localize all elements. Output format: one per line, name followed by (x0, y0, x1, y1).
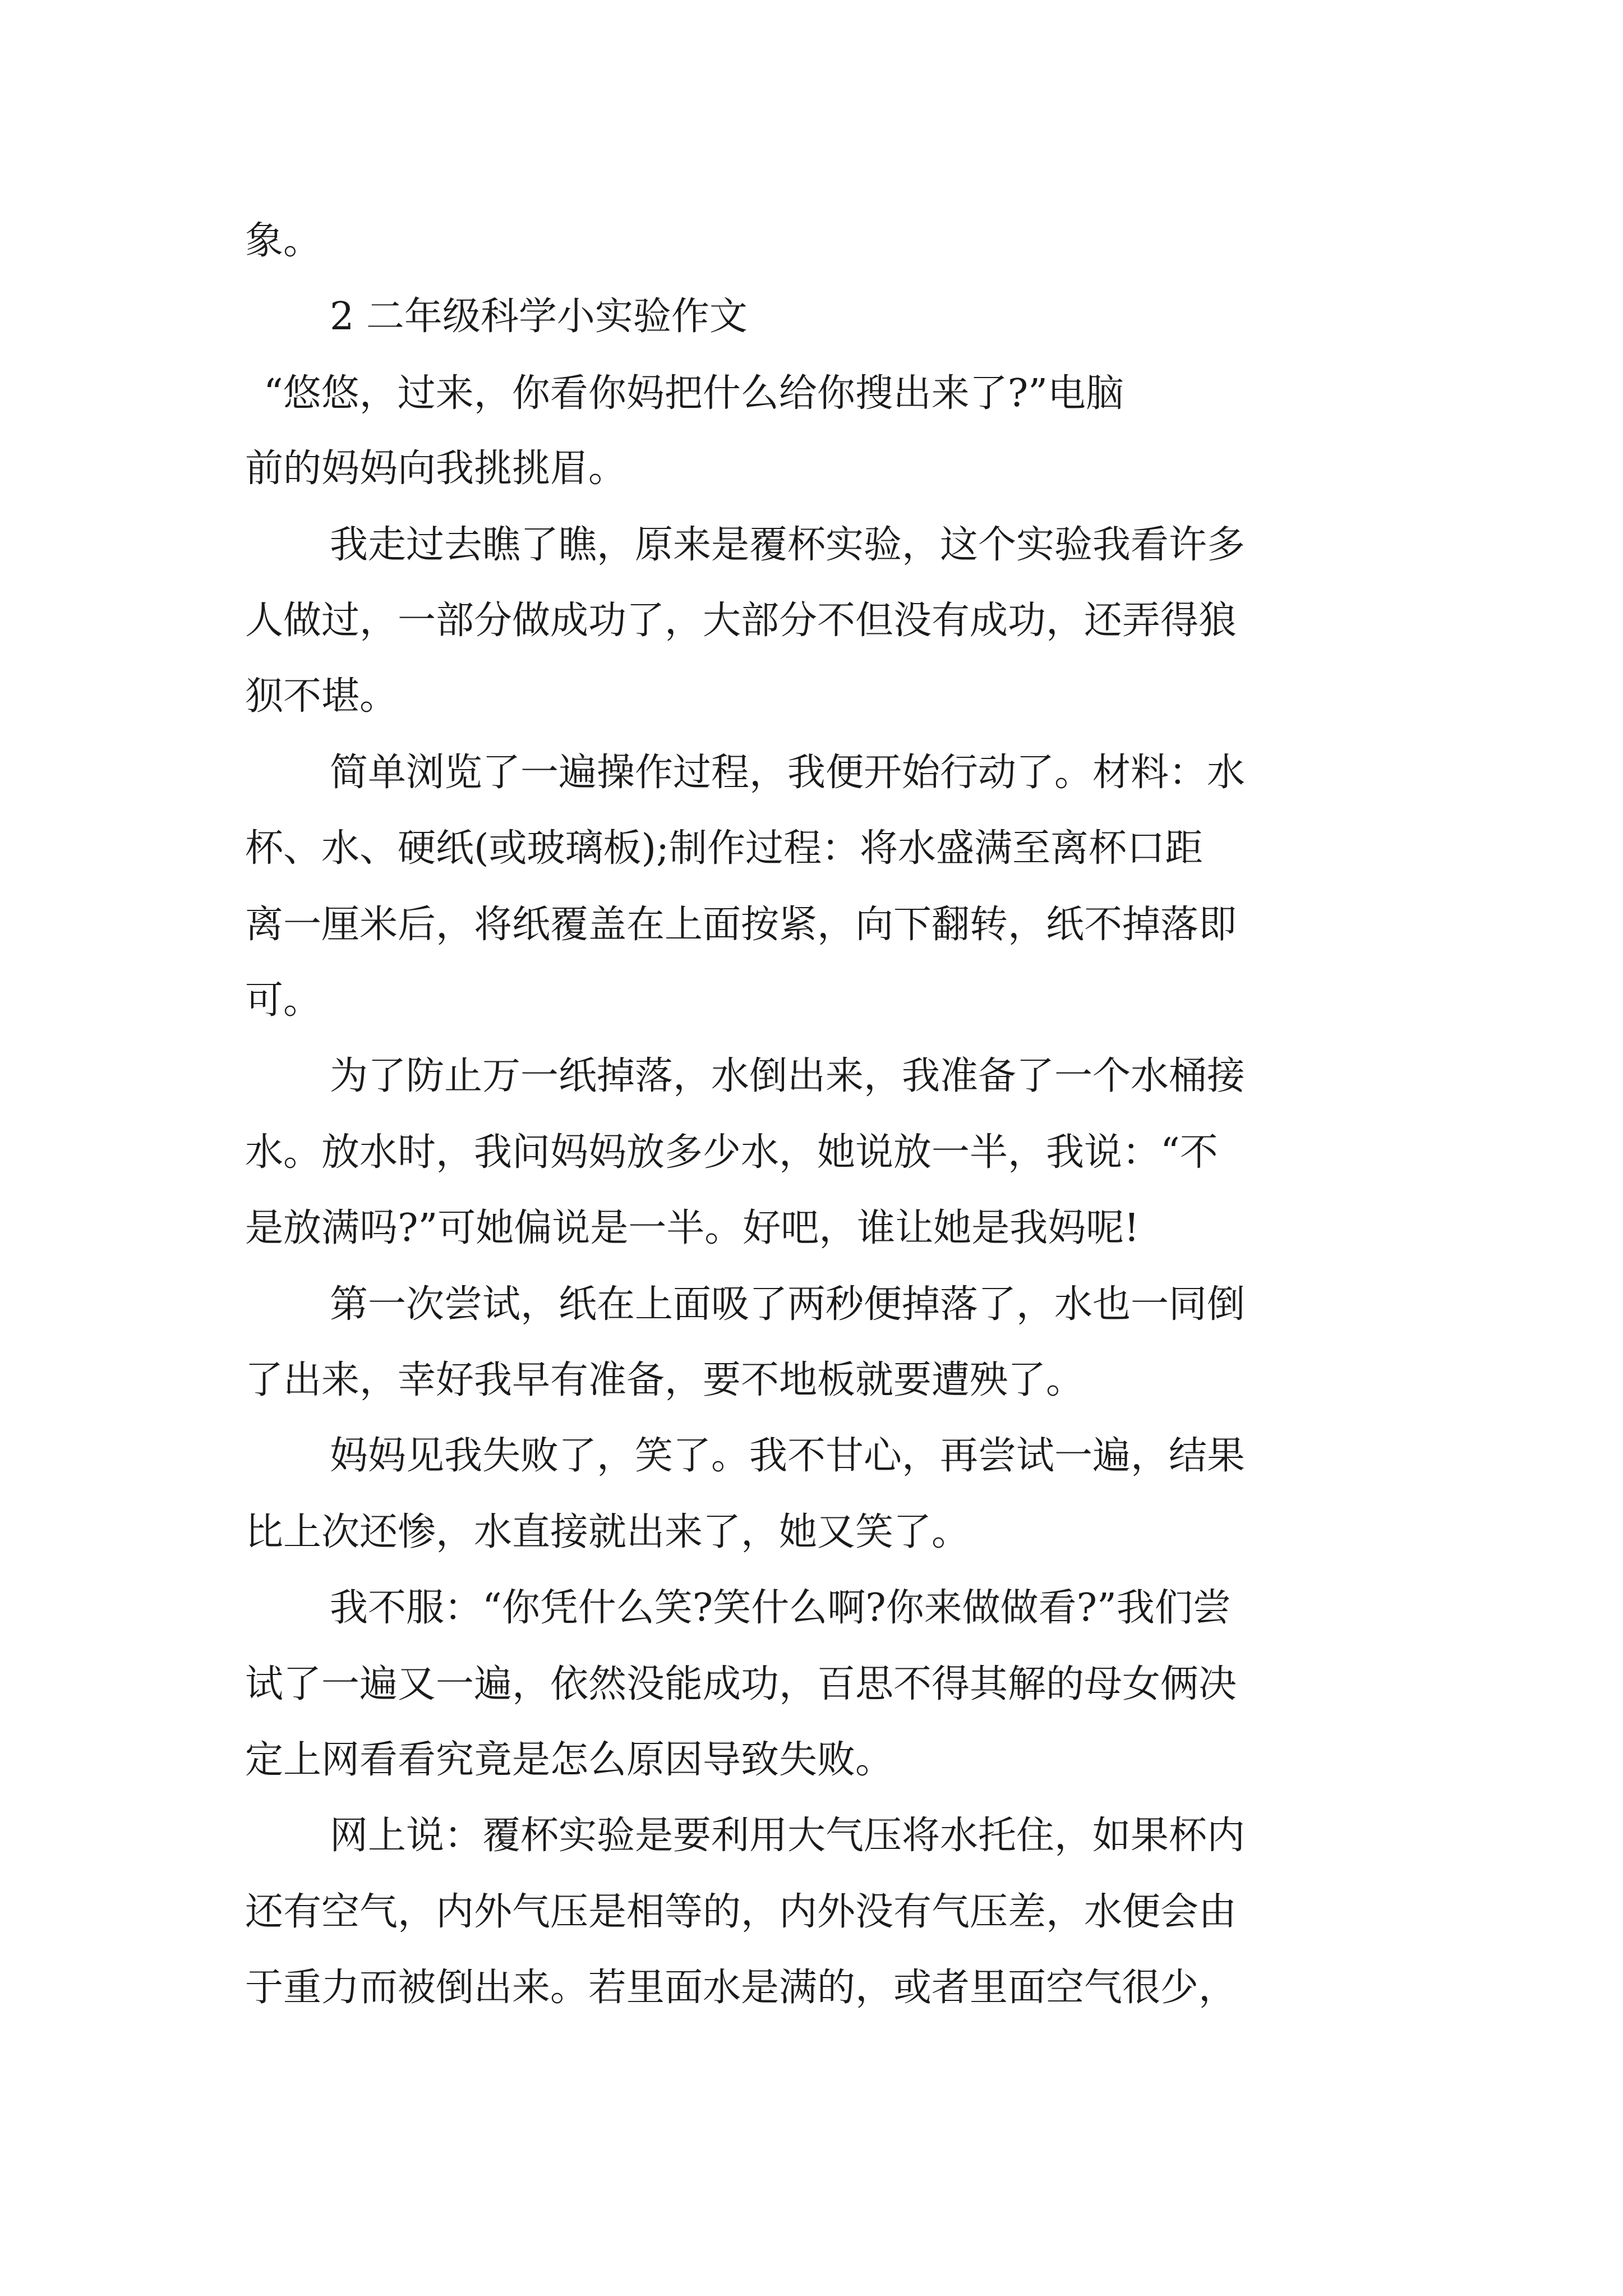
text-line (330, 1420, 1395, 1493)
line-text: 狈不堪。 (245, 674, 398, 719)
text-line (245, 205, 1395, 278)
line-text: 2 二年级科学小实验作文 (330, 295, 748, 339)
text-line (245, 1876, 1395, 1949)
line-text: 是放满吗?”可她偏说是一半。好吧，谁让她是我妈呢! (245, 1206, 1140, 1250)
line-text: 试了一遍又一遍，依然没能成功，百思不得其解的母女俩决 (245, 1662, 1237, 1706)
text-line (330, 1800, 1395, 1872)
text-line (245, 964, 1395, 1037)
text-line (245, 1648, 1395, 1721)
text-line (330, 509, 1395, 582)
text-line (245, 1192, 1395, 1265)
text-line (245, 812, 1395, 885)
text-line (245, 1496, 1395, 1569)
line-text: 定上网看看究竟是怎么原因导致失败。 (245, 1738, 894, 1782)
text-line (264, 357, 1396, 430)
line-text: 为了防止万一纸掉落，水倒出来，我准备了一个水桶接 (330, 1054, 1246, 1098)
line-text: 比上次还惨，水直接就出来了，她又笑了。 (245, 1510, 970, 1554)
line-text: 妈妈见我失败了，笑了。我不甘心，再尝试一遍，结果 (330, 1434, 1246, 1478)
line-text: 网上说：覆杯实验是要利用大气压将水托住，如果杯内 (330, 1814, 1246, 1858)
line-text: 我不服：“你凭什么笑?笑什么啊?你来做做看?”我们尝 (330, 1586, 1231, 1630)
text-line (245, 889, 1395, 961)
line-text: 杯、水、硬纸(或玻璃板);制作过程：将水盛满至离杯口距 (245, 826, 1203, 871)
line-text: 第一次尝试，纸在上面吸了两秒便掉落了，水也一同倒 (330, 1282, 1246, 1327)
line-text: 象。 (245, 219, 322, 263)
line-text: 前的妈妈向我挑挑眉。 (245, 447, 627, 491)
line-text: 可。 (245, 978, 322, 1023)
text-line (245, 432, 1395, 505)
text-line (330, 1572, 1395, 1645)
line-text: 人做过，一部分做成功了，大部分不但没有成功，还弄得狼 (245, 599, 1237, 643)
text-line (330, 1040, 1395, 1113)
text-line (245, 660, 1395, 733)
text-line (330, 737, 1395, 809)
line-text: 还有空气，内外气压是相等的，内外没有气压差，水便会由 (245, 1890, 1237, 1934)
text-line (245, 585, 1395, 657)
line-text: 简单浏览了一遍操作过程，我便开始行动了。材料：水 (330, 751, 1246, 795)
text-line (245, 1952, 1412, 2024)
line-text: 离一厘米后，将纸覆盖在上面按紧，向下翻转，纸不掉落即 (245, 903, 1237, 947)
line-text: “悠悠，过来，你看你妈把什么给你搜出来了?”电脑 (264, 371, 1124, 416)
line-text: 水。放水时，我问妈妈放多少水，她说放一半，我说：“不 (245, 1130, 1218, 1175)
text-line (330, 1268, 1395, 1341)
text-line (245, 1724, 1395, 1797)
line-text: 于重力而被倒出来。若里面水是满的，或者里面空气很少， (245, 1966, 1237, 2010)
text-line (245, 1344, 1395, 1417)
section-heading (330, 280, 1395, 353)
line-text: 我走过去瞧了瞧，原来是覆杯实验，这个实验我看许多 (330, 523, 1246, 567)
line-text: 了出来，幸好我早有准备，要不地板就要遭殃了。 (245, 1358, 1085, 1402)
text-line (245, 1116, 1395, 1189)
